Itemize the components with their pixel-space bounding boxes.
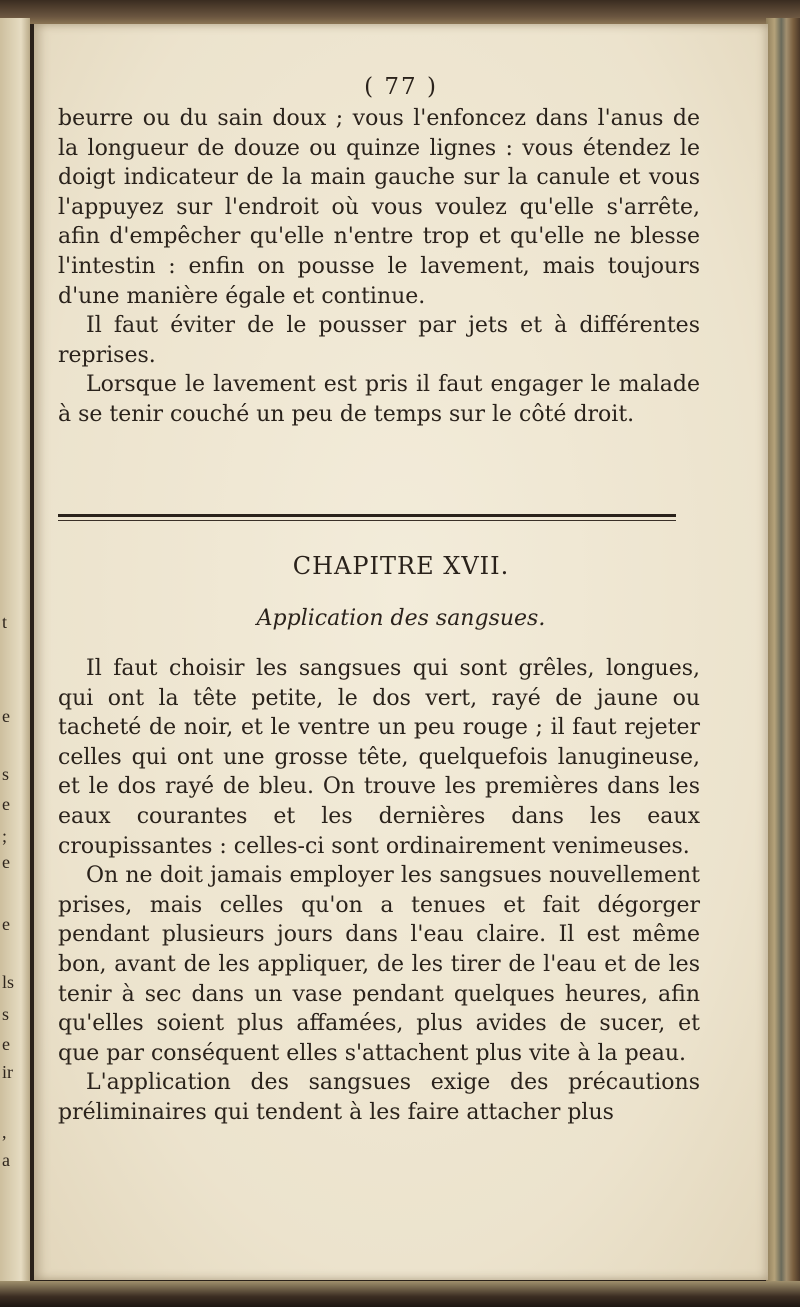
paragraph: beurre ou du sain doux ; vous l'enfoncez dans l'anus de la longueur de douze ou quinze lignes : vous étendez le doigt indicateur de la main gauche sur la canule et vous l'appuyez sur l'endroit où vous voulez qu'elle s'arrête, afin d'empêcher qu'elle n'entre trop et qu'elle ne blesse l'intestin : enfin on pousse le lavement, mais toujours d'une manière égale et continue. bbox=[58, 106, 700, 309]
fragment-letter: a bbox=[2, 1150, 10, 1170]
fragment-letter: e bbox=[2, 1034, 10, 1054]
fragment-letter: e bbox=[2, 706, 10, 726]
fragment-letter: t bbox=[2, 612, 8, 632]
fragment-letter: , bbox=[2, 1122, 7, 1142]
section-divider-thick bbox=[58, 514, 676, 517]
chapter-text bbox=[58, 654, 700, 1128]
book-page bbox=[34, 24, 768, 1280]
fragment-letter: ls bbox=[2, 972, 15, 992]
adjacent-page-fragments bbox=[0, 0, 30, 1307]
section-divider-thin bbox=[58, 520, 676, 521]
fragment-letter: ; bbox=[2, 826, 8, 846]
section-heading: Application des sangsues. bbox=[256, 606, 546, 631]
fragment-letter: e bbox=[2, 794, 10, 814]
fragment-letter: e bbox=[2, 852, 10, 872]
paragraph: On ne doit jamais employer les sangsues nouvellement prises, mais celles qu'on a tenues et fait dégorger pendant plusieurs jours dans l'eau claire. Il est même bon, avant de les appliquer, de les tirer de l'eau et de les tenir à sec dans un vase pendant quelques heures, afin qu'elles soient plus affamées, plus avides de sucer, et que par conséquent elles s'attachent plus vite à la peau. bbox=[58, 863, 700, 1066]
book-top-edge bbox=[0, 0, 800, 24]
paragraph: Il faut éviter de le pousser par jets et à différentes reprises. bbox=[58, 313, 700, 368]
paragraph: Il faut choisir les sangsues qui sont grêles, longues, qui ont la tête petite, le dos vert, rayé de jaune ou tacheté de noir, et le ventre un peu rouge ; il faut rejeter celles qui ont une grosse tête, quelquefois lanugineuse, et le dos rayé de bleu. On trouve les premières dans les eaux courantes et les dernières dans les eaux croupissantes : celles-ci sont ordinairement venimeuses. bbox=[58, 656, 700, 859]
fragment-letter: s bbox=[2, 1004, 10, 1024]
paragraph: L'application des sangsues exige des précautions préliminaires qui tendent à les faire attacher plus bbox=[58, 1070, 700, 1125]
fragment-letter: ir bbox=[2, 1062, 13, 1082]
paragraph: Lorsque le lavement est pris il faut engager le malade à se tenir couché un peu de temps sur le côté droit. bbox=[58, 372, 700, 427]
intro-text bbox=[58, 104, 700, 430]
fragment-letter: e bbox=[2, 914, 10, 934]
chapter-heading: CHAPITRE XVII. bbox=[292, 552, 510, 580]
fragment-letter: s bbox=[2, 764, 10, 784]
book-spine bbox=[766, 18, 800, 1288]
page-number: ( 77 ) bbox=[364, 74, 438, 100]
book-bottom-edge bbox=[0, 1281, 800, 1307]
